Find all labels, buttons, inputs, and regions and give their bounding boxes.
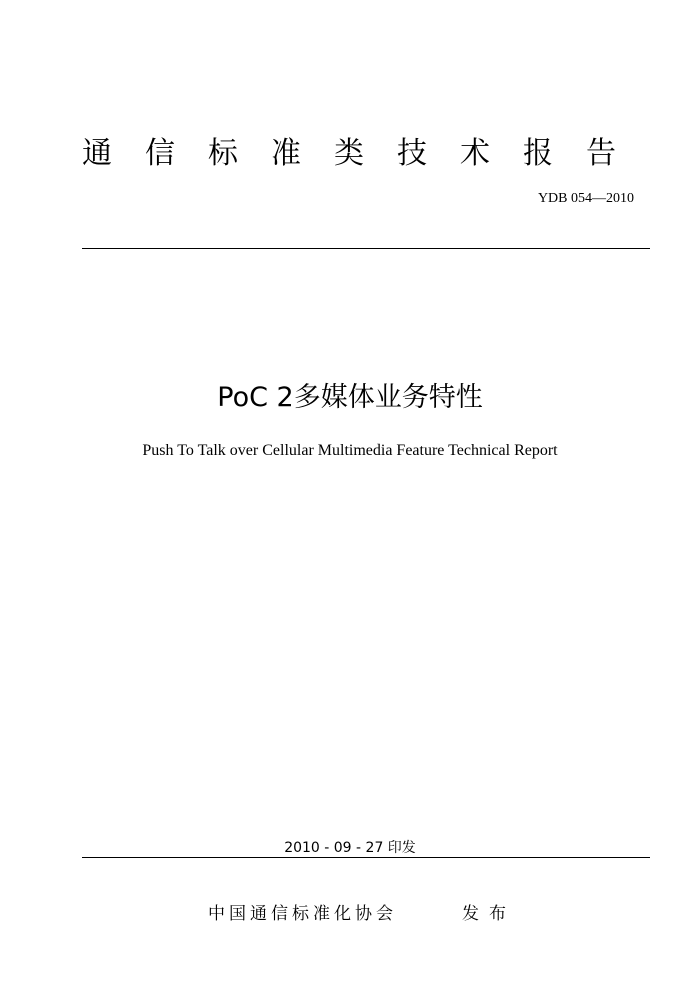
top-divider — [82, 248, 650, 249]
issue-date: 2010 - 09 - 27 印发 — [284, 840, 416, 856]
document-code: YDB 054—2010 — [537, 191, 634, 206]
publisher-name: 中国通信标准化协会 — [208, 904, 397, 924]
english-title: Push To Talk over Cellular Multimedia Feature Technical Report — [142, 442, 558, 459]
bottom-divider — [82, 857, 650, 858]
chinese-title: PoC 2多媒体业务特性 — [217, 382, 483, 413]
report-category-title: 通信标准类技术报告 — [82, 136, 649, 171]
publish-label: 发布 — [462, 904, 516, 924]
